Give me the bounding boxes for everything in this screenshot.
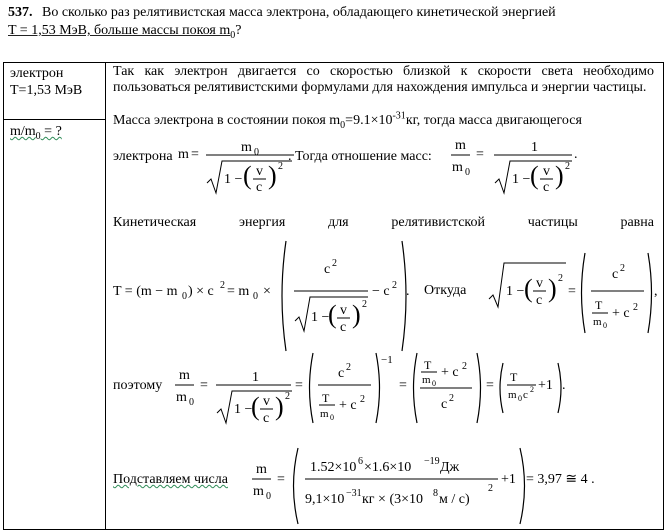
f5-m0b: m [320,408,329,420]
f3-v: v [340,303,347,318]
f4-rparen: ) [548,274,557,303]
solution-text-1: Так как электрон двигается со скоростью близкой к скорости света необходимо пользоваться релятивистскими формулами для нахождения импульса и энергии частицы. [113,64,654,95]
f6-num-exp2: −19 [424,456,440,467]
f5-c3: c [523,389,528,401]
f6-num2: ×1.6×10 [364,460,412,475]
problem-number: 537. [8,5,33,20]
f2-one-minus: 1 − [512,172,531,187]
formula-numbers [252,448,595,524]
kinetic-energy-text: Кинетическая энергия для релятивистской частицы равна [113,215,654,230]
f2-eq: = [476,147,484,162]
f1-eq: = [191,147,199,162]
f4-m0-sub: 0 [603,321,607,330]
f6-m: m [256,462,267,477]
poetomu-text: поэтому [113,378,163,393]
f5-m0c-sub: 0 [518,394,522,403]
f2-rparen: ) [555,161,564,190]
f3-cden: c [340,320,347,335]
electron-word: электрона [113,149,173,164]
f4-c2: c [612,267,619,282]
given-energy: T=1,53 МэВ [10,83,83,98]
f5-lp1 [310,353,314,423]
f3-minus: − c [372,284,390,299]
f5-v: v [263,394,270,409]
solution-cell [106,63,664,530]
f6-den-exp2: 8 [433,488,438,499]
mass-ratio-text: . Тогда отношение масс: [288,149,432,164]
f6-den3: м / с) [439,492,470,507]
f5-c2: c [338,366,345,381]
f1-num-sub: 0 [254,147,259,158]
f6-den-exp: −31 [346,488,362,499]
solution-table [3,62,664,530]
f4-lparen: ( [524,274,533,303]
f4-one-minus: 1 − [506,284,525,299]
f3-one-minus: 1 − [311,310,330,325]
f1-num-m: m [241,140,252,155]
f1-c: c [256,180,263,195]
f6-den-sq: 2 [488,483,493,494]
f2-m0-sub: 0 [465,167,470,178]
f4-T: T [595,298,603,312]
f5-plus-exp: 2 [360,394,365,405]
f5-eq1: = [200,378,208,393]
f5-c2-exp: 2 [346,362,351,373]
f5-T3: T [510,370,518,384]
f1-v: v [256,164,263,179]
f3-exp: 2 [220,280,225,291]
f4-rparen-big [648,253,652,333]
find-text [10,124,62,142]
find-cell [4,120,106,530]
f5-c: c [263,411,270,426]
formula-kinetic [113,241,410,351]
f6-m0: m [253,484,264,499]
rest-mass-sub: 0 [340,119,346,131]
f4-comma: , [654,284,658,299]
f3-dot: . [406,284,410,299]
f6-lp [294,448,299,524]
f3-exp2: 2 [362,299,367,310]
f5-m0c: m [508,389,517,401]
problem-sub: 0 [230,29,236,41]
otkuda-text: Откуда [424,283,467,298]
f5-eq3: = [399,378,407,393]
formula-ratio [451,138,578,195]
f5-one-minus: 1 − [234,402,253,417]
f4-c2-exp: 2 [620,263,625,274]
f5-rp3 [558,363,561,413]
problem-statement [8,4,660,40]
f5-c3-exp: 2 [530,385,534,394]
f3-sub0: 0 [182,291,187,302]
f6-plus1: +1 [501,472,516,487]
f1-rparen: ) [268,161,277,190]
f2-one: 1 [531,140,538,155]
f1-one-minus: 1 − [224,172,243,187]
f5-rp1 [376,353,380,423]
f5-cden: c [441,397,448,412]
f4-lparen-big [582,253,586,333]
given-electron: электрон [10,66,64,81]
f5-lp2 [414,353,418,423]
f2-dot: . [574,147,578,162]
f3-start: T = (m − m [113,284,178,299]
f5-m: m [179,368,190,383]
f2-v: v [543,164,550,179]
find-ratio: m/m [10,124,36,140]
f4-eq: = [568,284,576,299]
f5-lp3 [500,363,503,413]
f6-eq: = [277,472,285,487]
f2-m: m [455,138,466,153]
f2-exp: 2 [565,161,570,172]
problem-line-2 [8,22,660,40]
find-end: = ? [40,124,62,140]
formula-otkuda [489,253,658,333]
f3-times: × [263,284,271,299]
f5-m02: m [422,374,431,386]
f3-c-exp: 2 [332,258,337,269]
f5-dot: . [562,378,566,393]
f6-num-exp1: 6 [358,456,363,467]
f5-plus2-exp: 2 [462,361,467,372]
f3-rparen: ) [352,300,361,329]
f4-plus: + c [612,306,630,321]
f4-v: v [536,276,543,291]
problem-text-1: Во сколько раз релятивистская масса электрона, обладающего кинетической энергией [42,5,556,20]
f6-rp [520,448,525,524]
f6-den2: кг × (3×10 [362,492,423,507]
problem-line-1 [8,4,660,22]
f5-m0: m [176,390,187,405]
f3-eqm: = m [227,284,250,299]
problem-end: ? [235,23,242,38]
f2-c: c [543,180,550,195]
rest-mass-text: Масса электрона в состоянии покоя m [113,113,341,128]
f3-sub0b: 0 [253,291,258,302]
f5-neg1: −1 [381,354,393,366]
f5-rp2 [477,353,481,423]
f5-lparen: ( [251,392,260,421]
f5-plus2: + c [441,365,459,380]
f4-c: c [536,293,543,308]
f4-plus-exp: 2 [633,302,638,313]
f6-den1: 9,1×10 [305,492,345,507]
f5-m0b-sub: 0 [330,413,334,422]
given-cell [4,63,106,120]
f1-m: m [178,147,189,162]
f2-m0: m [452,160,463,175]
f1-exp: 2 [278,161,283,172]
rest-mass-exp: -31 [392,110,406,122]
f5-one: 1 [252,370,259,385]
f5-eq2: = [295,378,303,393]
f5-T: T [322,391,330,405]
rest-mass-eq: =9.1×10 [345,113,393,128]
formula-poetomu [175,353,566,426]
substitute-text: Подставляем числа [113,472,228,487]
f3-lparen: ( [328,300,337,329]
f4-m0: m [593,316,602,328]
f5-rparen: ) [275,392,284,421]
f3-exp3: 2 [392,280,397,291]
f4-exp: 2 [558,273,563,284]
f6-result: = 3,97 ≅ 4 . [526,472,595,487]
f5-T2: T [424,358,432,372]
f5-eq4: = [486,378,494,393]
f3-lbig [282,241,286,351]
f5-cden-exp: 2 [449,393,454,404]
f5-plus: + c [339,398,357,413]
rest-mass-end: кг, тогда масса двигающегося [405,113,582,128]
problem-text-2: T = 1,53 МэВ, больше массы покоя m [8,23,231,38]
f5-m0-sub: 0 [189,397,194,408]
formulas-svg [106,63,663,529]
find-sub: 0 [35,130,41,142]
f3-c: c [324,262,331,277]
f1-lparen: ( [243,161,252,190]
f5-plus1: +1 [538,378,553,393]
f6-num1: 1.52×10 [310,460,357,475]
f2-lparen: ( [530,161,539,190]
f6-m0-sub: 0 [266,491,271,502]
formula-relativistic-mass [178,140,294,195]
f5-m02-sub: 0 [432,379,436,388]
f3-mid: ) × c [188,284,214,299]
f5-exp: 2 [285,391,290,402]
f6-num-unit: Дж [440,460,460,475]
